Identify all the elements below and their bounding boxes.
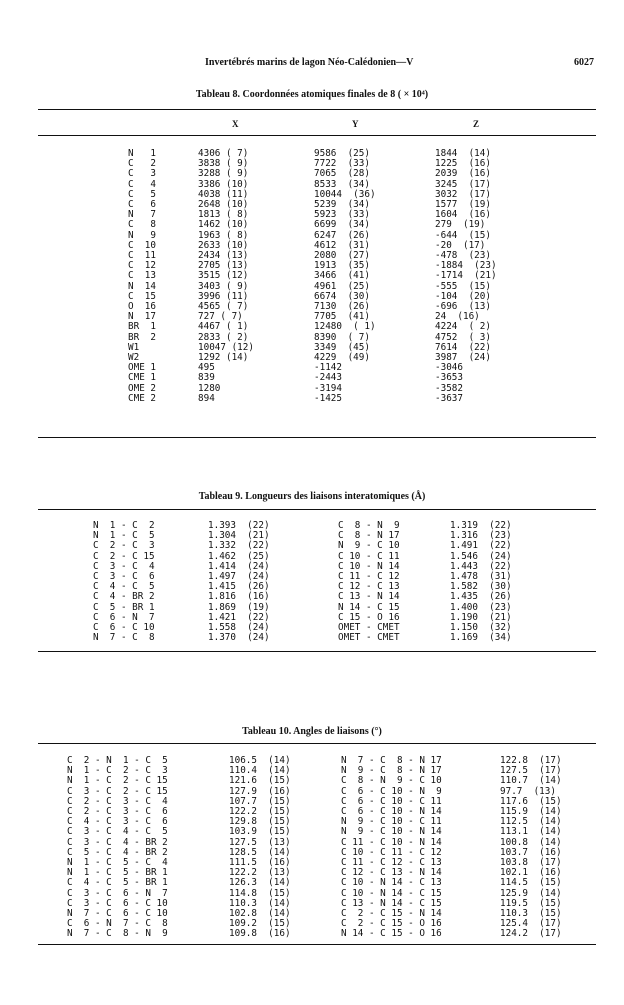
table9-row bbox=[93, 541, 512, 551]
table8-row-cell: -20 (17) bbox=[435, 239, 486, 251]
table10-row-cell: 103.7 (16) bbox=[500, 846, 562, 858]
table8-row-cell: 3245 (17) bbox=[435, 178, 491, 190]
table8-row-cell: 894 bbox=[198, 392, 215, 404]
table10-row-cell: C 10 - C 11 - C 12 bbox=[341, 846, 442, 858]
table8-row-cell: -104 (20) bbox=[435, 290, 491, 302]
table8-row-cell: BR 1 bbox=[128, 321, 156, 333]
table8-row-cell: 2080 (27) bbox=[314, 250, 370, 262]
table9-row bbox=[93, 613, 512, 623]
table8-row-cell: -3653 bbox=[435, 372, 463, 384]
table10-row-cell: 126.3 (14) bbox=[229, 877, 291, 889]
table10-row-cell: 127.5 (13) bbox=[229, 836, 291, 848]
table10-row-cell: C 6 - C 10 - N 14 bbox=[341, 806, 442, 818]
table10-row-cell: C 4 - C 3 - C 6 bbox=[67, 816, 168, 828]
table9-row bbox=[93, 572, 512, 582]
table9-row-cell: C 3 - C 6 bbox=[93, 571, 155, 583]
table8-row-cell: 2833 ( 2) bbox=[198, 331, 249, 343]
page-number: 6027 bbox=[574, 57, 594, 68]
table10-row-cell: C 6 - C 10 - C 11 bbox=[341, 795, 442, 807]
table9-row-cell: 1.304 (21) bbox=[208, 530, 270, 542]
table9-row-cell: 1.816 (16) bbox=[208, 591, 270, 603]
table8-row-cell: 7722 (33) bbox=[314, 158, 370, 170]
table8-row-cell: N 17 bbox=[128, 311, 156, 323]
table9-row-cell: N 14 - C 15 bbox=[338, 601, 400, 613]
table8-row-cell: N 9 bbox=[128, 229, 156, 241]
table8-row-cell: 1963 ( 8) bbox=[198, 229, 249, 241]
table10-row-cell: C 5 - C 4 - BR 2 bbox=[67, 846, 168, 858]
table8-row-cell: 3987 (24) bbox=[435, 352, 491, 364]
table10-row-cell: 103.8 (17) bbox=[500, 857, 562, 869]
table8-row-cell: 4612 (31) bbox=[314, 239, 370, 251]
table9-row-cell: 1.316 (23) bbox=[450, 530, 512, 542]
table9-row-cell: N 1 - C 5 bbox=[93, 530, 155, 542]
table8-row-cell: N 7 bbox=[128, 209, 156, 221]
table10-row-cell: 106.5 (14) bbox=[229, 755, 291, 766]
table9-row bbox=[93, 582, 512, 592]
table8-row-cell: OME 1 bbox=[128, 362, 156, 374]
table10-row-cell: 112.5 (14) bbox=[500, 816, 562, 828]
table8-row-cell: 839 bbox=[198, 372, 215, 384]
table8-row-cell: 2648 (10) bbox=[198, 199, 249, 211]
table8-row-cell: 6699 (34) bbox=[314, 219, 370, 231]
table10-row-cell: C 3 - C 2 - C 15 bbox=[67, 785, 168, 797]
table10-row-cell: 117.6 (15) bbox=[500, 795, 562, 807]
table8-row-cell: 4038 (11) bbox=[198, 188, 249, 200]
table10-row-cell: N 7 - C 8 - N 9 bbox=[67, 928, 168, 940]
table9-row-cell: 1.415 (26) bbox=[208, 581, 270, 593]
table8-row-cell: 1844 (14) bbox=[435, 148, 491, 159]
table8-row-cell: 3838 ( 9) bbox=[198, 158, 249, 170]
running-title: Invertébrés marins de lagon Néo-Calédonien—V bbox=[205, 57, 414, 68]
table8-row-cell: OME 2 bbox=[128, 382, 156, 394]
table8-bottom-rule bbox=[38, 437, 596, 438]
table8-row-cell: 1462 (10) bbox=[198, 219, 249, 231]
table8-row-cell: 279 (19) bbox=[435, 219, 486, 231]
table10-row-cell: 127.5 (17) bbox=[500, 765, 562, 777]
table10-row-cell: C 3 - C 6 - N 7 bbox=[67, 887, 168, 899]
table9-row-cell: C 2 - C 15 bbox=[93, 550, 155, 562]
table8-row-cell: C 2 bbox=[128, 158, 156, 170]
table8-row-cell: 8533 (34) bbox=[314, 178, 370, 190]
table8-head-rule bbox=[38, 135, 596, 136]
table8-row-cell: 24 (16) bbox=[435, 311, 480, 323]
table9-row bbox=[93, 603, 512, 613]
table9-row-cell: 1.478 (31) bbox=[450, 571, 512, 583]
table8-row-cell: 3515 (12) bbox=[198, 270, 249, 282]
table8-row-cell: C 10 bbox=[128, 239, 156, 251]
table10-row-cell: 115.9 (14) bbox=[500, 806, 562, 818]
table9-row-cell: N 1 - C 2 bbox=[93, 520, 155, 531]
table10-top-rule bbox=[38, 743, 596, 744]
table8-row-cell: -1884 (23) bbox=[435, 260, 497, 272]
table8-row-cell: 6247 (26) bbox=[314, 229, 370, 241]
table9-row-cell: C 11 - C 12 bbox=[338, 571, 400, 583]
table10-row-cell: 109.8 (16) bbox=[229, 928, 291, 940]
table9-row-cell: 1.546 (24) bbox=[450, 550, 512, 562]
table10-row-cell: N 7 - C 6 - C 10 bbox=[67, 908, 168, 920]
table8-row-cell: -1142 bbox=[314, 362, 342, 374]
table10-row-cell: 125.9 (14) bbox=[500, 887, 562, 899]
table10-row-cell: C 6 - C 10 - N 9 bbox=[341, 785, 442, 797]
table8-row-cell: 3288 ( 9) bbox=[198, 168, 249, 180]
table9-row bbox=[93, 521, 512, 531]
table9-row-cell: 1.558 (24) bbox=[208, 622, 270, 634]
table9-row-cell: OMET - CMET bbox=[338, 622, 400, 634]
table9-row-cell: 1.400 (23) bbox=[450, 601, 512, 613]
table10-bottom-rule bbox=[38, 944, 596, 945]
table8-col-z: Z bbox=[473, 119, 480, 129]
table9-row-cell: N 7 - C 8 bbox=[93, 632, 155, 644]
table8-atomic-coordinates bbox=[128, 149, 497, 404]
table10-row-cell: C 11 - C 12 - C 13 bbox=[341, 857, 442, 869]
table8-row-cell: C 15 bbox=[128, 290, 156, 302]
table8-row-cell: -696 (13) bbox=[435, 301, 491, 313]
table8-row-cell: -1425 bbox=[314, 392, 342, 404]
table8-row-cell: 3466 (41) bbox=[314, 270, 370, 282]
table10-row-cell: 107.7 (15) bbox=[229, 795, 291, 807]
table8-row-cell: C 4 bbox=[128, 178, 156, 190]
table8-row-cell: 9586 (25) bbox=[314, 148, 370, 159]
table8-col-y: Y bbox=[352, 119, 359, 129]
table8-row-cell: 3386 (10) bbox=[198, 178, 249, 190]
table9-row-cell: 1.435 (26) bbox=[450, 591, 512, 603]
table8-row-cell: C 8 bbox=[128, 219, 156, 231]
table8-row-cell: -3637 bbox=[435, 392, 463, 404]
table9-row-cell: 1.497 (24) bbox=[208, 571, 270, 583]
table10-row-cell: C 8 - N 9 - C 10 bbox=[341, 775, 442, 787]
table8-caption: Tableau 8. Coordonnées atomiques finales de 8 ( × 10⁴) bbox=[195, 89, 429, 100]
table8-row-cell: C 6 bbox=[128, 199, 156, 211]
table9-row bbox=[93, 623, 512, 633]
table8-row-cell: W1 bbox=[128, 341, 140, 353]
table9-row-cell: 1.319 (22) bbox=[450, 520, 512, 531]
table8-row-cell: C 13 bbox=[128, 270, 156, 282]
table8-row-cell: -3582 bbox=[435, 382, 463, 394]
table8-row-cell: 8390 ( 7) bbox=[314, 331, 370, 343]
table10-row-cell: 122.2 (13) bbox=[229, 867, 291, 879]
table8-top-rule bbox=[38, 109, 596, 110]
table8-row-cell: 4229 (49) bbox=[314, 352, 370, 364]
table8-row-cell: 3996 (11) bbox=[198, 290, 249, 302]
table9-top-rule bbox=[38, 509, 596, 510]
table9-row-cell: C 8 - N 17 bbox=[338, 530, 400, 542]
table8-row-cell: 1280 bbox=[198, 382, 221, 394]
table10-row-cell: 110.3 (15) bbox=[500, 908, 562, 920]
table8-row-cell: 12480 ( 1) bbox=[314, 321, 376, 333]
table9-row-cell: C 8 - N 9 bbox=[338, 520, 400, 531]
table10-row bbox=[67, 929, 562, 939]
table10-row-cell: C 3 - C 4 - C 5 bbox=[67, 826, 168, 838]
table10-row-cell: 100.8 (14) bbox=[500, 836, 562, 848]
table8-row-cell: -3046 bbox=[435, 362, 463, 374]
table9-row bbox=[93, 531, 512, 541]
table10-row-cell: C 3 - C 6 - C 10 bbox=[67, 897, 168, 909]
table8-row-cell: 10044 (36) bbox=[314, 188, 376, 200]
table8-row-cell: -478 (23) bbox=[435, 250, 491, 262]
table8-row-cell: 4565 ( 7) bbox=[198, 301, 249, 313]
table10-row-cell: C 2 - C 3 - C 4 bbox=[67, 795, 168, 807]
table8-row-cell: 4961 (25) bbox=[314, 280, 370, 292]
table10-row-cell: N 9 - C 10 - N 14 bbox=[341, 826, 442, 838]
table8-row-cell: 5239 (34) bbox=[314, 199, 370, 211]
table8-row-cell: 3349 (45) bbox=[314, 341, 370, 353]
table9-row-cell: C 5 - BR 1 bbox=[93, 601, 155, 613]
table10-row-cell: 110.7 (14) bbox=[500, 775, 562, 787]
table9-row-cell: 1.190 (21) bbox=[450, 611, 512, 623]
table10-row-cell: C 11 - C 10 - N 14 bbox=[341, 836, 442, 848]
table9-row-cell: C 10 - N 14 bbox=[338, 560, 400, 572]
table10-row-cell: 111.5 (16) bbox=[229, 857, 291, 869]
table10-row-cell: 102.1 (16) bbox=[500, 867, 562, 879]
table8-row-cell: CME 1 bbox=[128, 372, 156, 384]
table9-row-cell: 1.491 (22) bbox=[450, 540, 512, 552]
table9-row bbox=[93, 552, 512, 562]
table9-row-cell: C 15 - O 16 bbox=[338, 611, 400, 623]
table9-row-cell: C 13 - N 14 bbox=[338, 591, 400, 603]
table10-row-cell: C 4 - C 5 - BR 1 bbox=[67, 877, 168, 889]
table9-caption: Tableau 9. Longueurs des liaisons interatomiques (Å) bbox=[198, 491, 426, 502]
table8-row-cell: 4224 ( 2) bbox=[435, 321, 491, 333]
table9-row-cell: C 3 - C 4 bbox=[93, 560, 155, 572]
table10-row-cell: C 10 - N 14 - C 13 bbox=[341, 877, 442, 889]
table10-row-cell: C 2 - C 3 - C 6 bbox=[67, 806, 168, 818]
table10-row-cell: 103.9 (15) bbox=[229, 826, 291, 838]
table10-row-cell: N 9 - C 10 - C 11 bbox=[341, 816, 442, 828]
table8-row-cell: 2039 (16) bbox=[435, 168, 491, 180]
table9-row bbox=[93, 592, 512, 602]
table10-row-cell: 109.2 (15) bbox=[229, 918, 291, 930]
table8-row-cell: -3194 bbox=[314, 382, 342, 394]
table10-row-cell: 110.4 (14) bbox=[229, 765, 291, 777]
table8-row-cell: 7065 (28) bbox=[314, 168, 370, 180]
table8-row-cell: N 14 bbox=[128, 280, 156, 292]
table8-row-cell: 1604 (16) bbox=[435, 209, 491, 221]
table8-row-cell: 1225 (16) bbox=[435, 158, 491, 170]
table8-row-cell: 2705 (13) bbox=[198, 260, 249, 272]
table9-row-cell: C 4 - C 5 bbox=[93, 581, 155, 593]
table8-row-cell: 3032 (17) bbox=[435, 188, 491, 200]
table9-row-cell: C 4 - BR 2 bbox=[93, 591, 155, 603]
table10-row-cell: C 3 - C 4 - BR 2 bbox=[67, 836, 168, 848]
table10-row-cell: C 2 - N 1 - C 5 bbox=[67, 755, 168, 766]
table8-row-cell: 5923 (33) bbox=[314, 209, 370, 221]
table9-row-cell: 1.582 (30) bbox=[450, 581, 512, 593]
table8-row-cell: C 3 bbox=[128, 168, 156, 180]
table9-row-cell: 1.332 (22) bbox=[208, 540, 270, 552]
table9-row-cell: C 12 - C 13 bbox=[338, 581, 400, 593]
table9-row-cell: 1.169 (34) bbox=[450, 632, 512, 644]
table10-row-cell: 97.7 (13) bbox=[500, 785, 556, 797]
table10-row-cell: C 10 - N 14 - C 15 bbox=[341, 887, 442, 899]
table9-row bbox=[93, 633, 512, 643]
table10-row-cell: C 2 - C 15 - O 16 bbox=[341, 918, 442, 930]
table9-row-cell: 1.443 (22) bbox=[450, 560, 512, 572]
table10-row-cell: N 1 - C 2 - C 15 bbox=[67, 775, 168, 787]
table10-row-cell: 114.8 (15) bbox=[229, 887, 291, 899]
table10-row-cell: N 1 - C 5 - C 4 bbox=[67, 857, 168, 869]
table9-row-cell: N 9 - C 10 bbox=[338, 540, 400, 552]
table9-row-cell: C 2 - C 3 bbox=[93, 540, 155, 552]
table9-row-cell: OMET - CMET bbox=[338, 632, 400, 644]
table9-row-cell: 1.462 (25) bbox=[208, 550, 270, 562]
table8-row-cell: 495 bbox=[198, 362, 215, 374]
table10-row-cell: 129.8 (15) bbox=[229, 816, 291, 828]
table9-row-cell: C 10 - C 11 bbox=[338, 550, 400, 562]
table8-row-cell: C 5 bbox=[128, 188, 156, 200]
table9-row-cell: 1.421 (22) bbox=[208, 611, 270, 623]
table10-row-cell: 128.5 (14) bbox=[229, 846, 291, 858]
table10-row-cell: N 9 - C 8 - N 17 bbox=[341, 765, 442, 777]
table10-row-cell: C 12 - C 13 - N 14 bbox=[341, 867, 442, 879]
table9-row-cell: 1.414 (24) bbox=[208, 560, 270, 572]
table8-row-cell: C 12 bbox=[128, 260, 156, 272]
table8-row-cell: 1813 ( 8) bbox=[198, 209, 249, 221]
table8-row-cell: 6674 (30) bbox=[314, 290, 370, 302]
table8-row-cell: 4752 ( 3) bbox=[435, 331, 491, 343]
table10-row-cell: N 1 - C 2 - C 3 bbox=[67, 765, 168, 777]
table8-row bbox=[128, 394, 497, 404]
table10-row-cell: 110.3 (14) bbox=[229, 897, 291, 909]
table8-row-cell: N 1 bbox=[128, 148, 156, 159]
table8-row-cell: 2434 (13) bbox=[198, 250, 249, 262]
table10-row-cell: 119.5 (15) bbox=[500, 897, 562, 909]
table9-row bbox=[93, 562, 512, 572]
table8-row-cell: 1577 (19) bbox=[435, 199, 491, 211]
table8-row-cell: 1292 (14) bbox=[198, 352, 249, 364]
table8-row-cell: 727 ( 7) bbox=[198, 311, 243, 323]
table8-row-cell: C 11 bbox=[128, 250, 156, 262]
table10-row-cell: 125.4 (17) bbox=[500, 918, 562, 930]
table9-row-cell: C 6 - N 7 bbox=[93, 611, 155, 623]
table10-caption: Tableau 10. Angles de liaisons (°) bbox=[242, 726, 382, 737]
table8-row-cell: O 16 bbox=[128, 301, 156, 313]
table10-row-cell: N 14 - C 15 - O 16 bbox=[341, 928, 442, 940]
table10-row-cell: 102.8 (14) bbox=[229, 908, 291, 920]
table8-row-cell: CME 2 bbox=[128, 392, 156, 404]
table9-row-cell: 1.150 (32) bbox=[450, 622, 512, 634]
table8-row-cell: 7614 (22) bbox=[435, 341, 491, 353]
table8-row-cell: W2 bbox=[128, 352, 140, 364]
table10-row-cell: 114.5 (15) bbox=[500, 877, 562, 889]
table8-row-cell: 7130 (26) bbox=[314, 301, 370, 313]
table8-row-cell: -2443 bbox=[314, 372, 342, 384]
table10-row-cell: C 6 - N 7 - C 8 bbox=[67, 918, 168, 930]
table8-row-cell: -555 (15) bbox=[435, 280, 491, 292]
table8-col-x: X bbox=[232, 119, 239, 129]
table10-row-cell: 124.2 (17) bbox=[500, 928, 562, 940]
table8-row-cell: 4306 ( 7) bbox=[198, 148, 249, 159]
table10-row-cell: 121.6 (15) bbox=[229, 775, 291, 787]
table8-row-cell: BR 2 bbox=[128, 331, 156, 343]
table10-bond-angles bbox=[67, 756, 562, 940]
table10-row-cell: C 13 - N 14 - C 15 bbox=[341, 897, 442, 909]
table10-row-cell: N 7 - C 8 - N 17 bbox=[341, 755, 442, 766]
table10-row-cell: 122.2 (15) bbox=[229, 806, 291, 818]
table8-row-cell: -1714 (21) bbox=[435, 270, 497, 282]
table8-row-cell: 1913 (35) bbox=[314, 260, 370, 272]
table10-row-cell: 122.8 (17) bbox=[500, 755, 562, 766]
table10-row-cell: 127.9 (16) bbox=[229, 785, 291, 797]
table8-row-cell: -644 (15) bbox=[435, 229, 491, 241]
table8-row-cell: 4467 ( 1) bbox=[198, 321, 249, 333]
table8-row-cell: 3403 ( 9) bbox=[198, 280, 249, 292]
table9-row-cell: C 6 - C 10 bbox=[93, 622, 155, 634]
table8-row-cell: 10047 (12) bbox=[198, 341, 254, 353]
table9-row-cell: 1.869 (19) bbox=[208, 601, 270, 613]
table10-row-cell: C 2 - C 15 - N 14 bbox=[341, 908, 442, 920]
table9-row-cell: 1.393 (22) bbox=[208, 520, 270, 531]
table8-row-cell: 7705 (41) bbox=[314, 311, 370, 323]
table10-row-cell: N 1 - C 5 - BR 1 bbox=[67, 867, 168, 879]
table9-row-cell: 1.370 (24) bbox=[208, 632, 270, 644]
table9-bond-lengths bbox=[93, 521, 512, 643]
table9-bottom-rule bbox=[38, 651, 596, 652]
table8-row-cell: 2633 (10) bbox=[198, 239, 249, 251]
table10-row-cell: 113.1 (14) bbox=[500, 826, 562, 838]
